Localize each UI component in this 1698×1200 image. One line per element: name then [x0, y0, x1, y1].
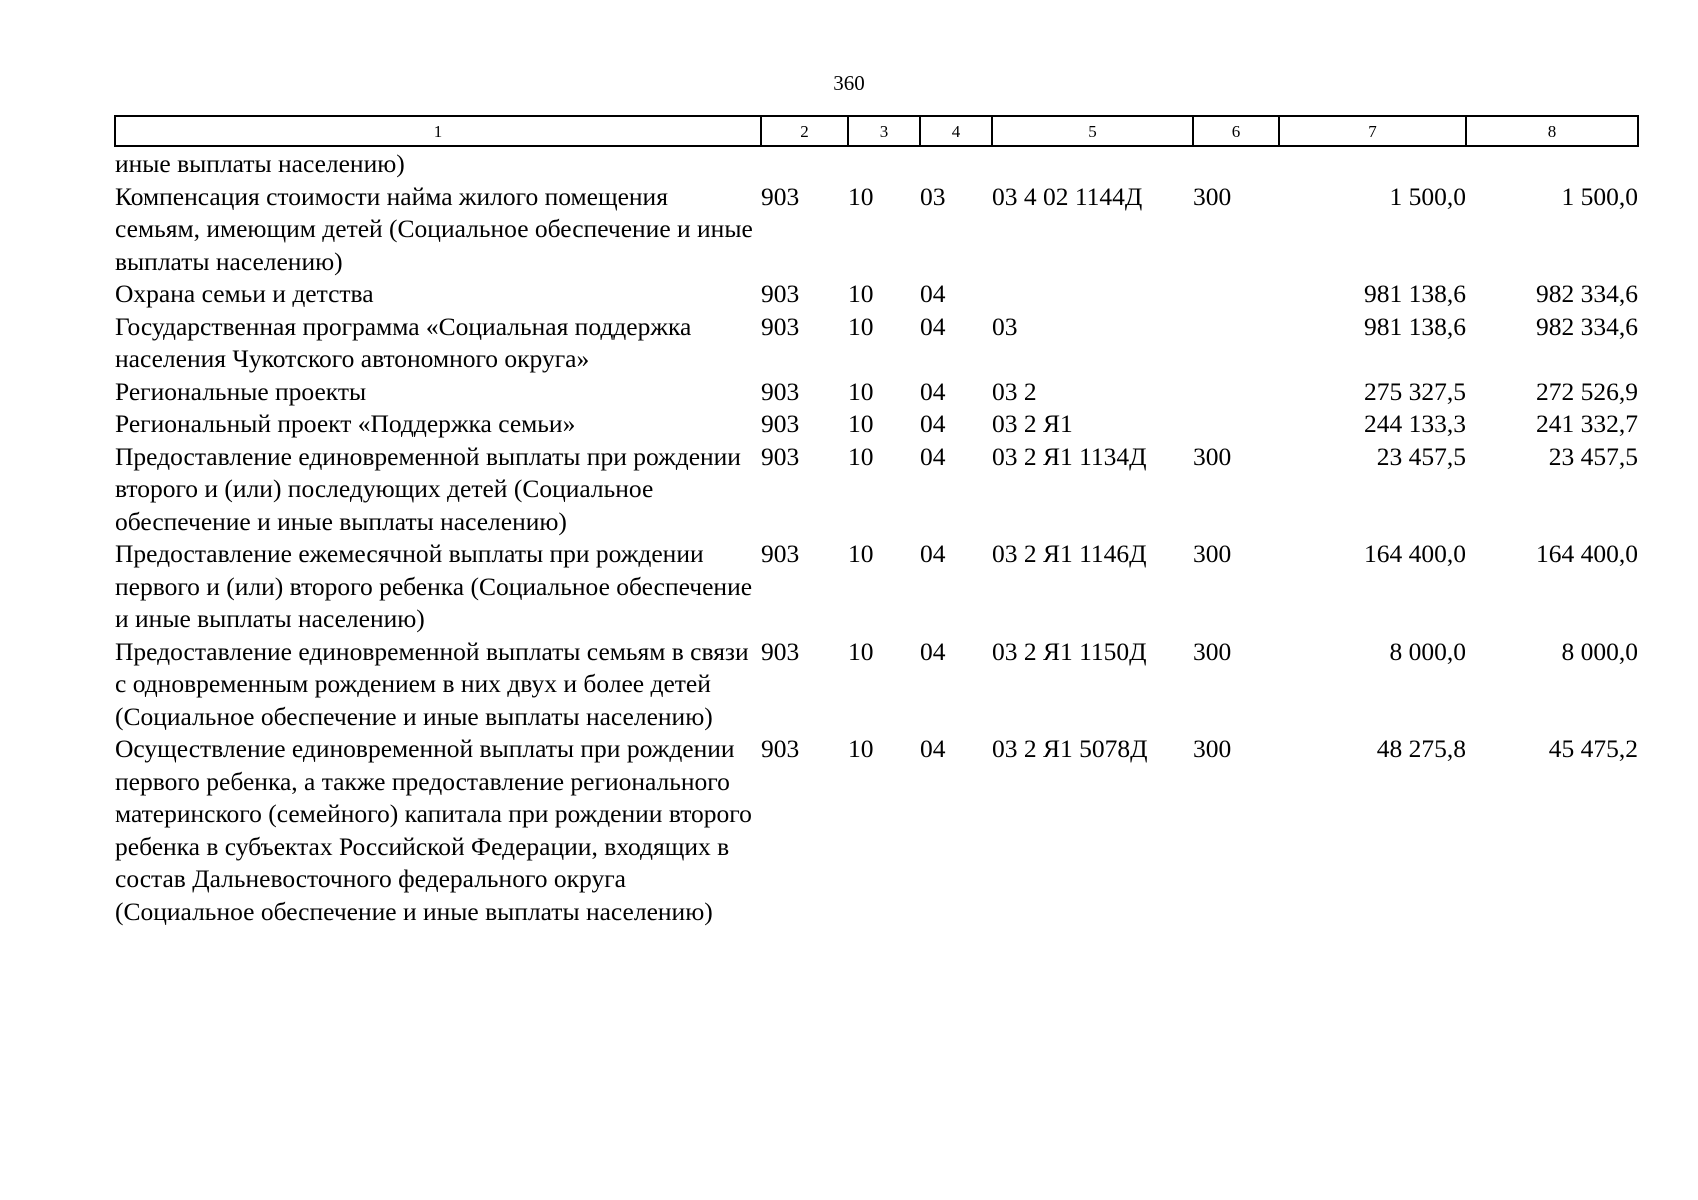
cell-amount-year-2: 23 457,5: [1548, 441, 1638, 471]
cell-amount-year-2: 164 400,0: [1536, 539, 1638, 568]
cell-amount-year-1: 981 138,6: [1364, 279, 1466, 308]
cell-ministry-code: 903: [761, 636, 800, 666]
cell-ministry-code: 903: [761, 409, 800, 438]
cell-subsection: [920, 146, 992, 181]
cell-target-article: 03: [992, 311, 1018, 341]
cell-ministry-code: [761, 146, 848, 181]
cell-target-article: 03 2 Я1 1146Д: [992, 539, 1147, 568]
page-number: 360: [833, 71, 865, 95]
cell-amount-year-2: 8 000,0: [1561, 636, 1638, 666]
cell-subsection: 04: [920, 539, 946, 568]
cell-target-article: 03 2 Я1 1134Д: [992, 441, 1147, 471]
cell-ministry-code: 903: [761, 279, 800, 308]
row-description: Компенсация стоимости найма жилого помещения семьям, имеющим детей (Социальное обеспечение и иные выплаты населению): [115, 181, 753, 276]
cell-expense-type: [1193, 146, 1279, 181]
cell-ministry-code: 903: [761, 376, 800, 406]
cell-amount-year-2: 982 334,6: [1536, 279, 1638, 308]
budget-table: [114, 115, 1639, 928]
table-row: [115, 408, 1638, 441]
cell-section: [848, 146, 920, 181]
column-header-2: 2: [761, 116, 848, 146]
cell-subsection: 04: [920, 441, 946, 471]
column-header-3: 3: [848, 116, 920, 146]
row-description: Региональные проекты: [115, 376, 367, 406]
cell-expense-type: [1193, 408, 1279, 441]
cell-section: 10: [848, 181, 874, 211]
row-description: Государственная программа «Социальная поддержка населения Чукотского автономного округа»: [115, 311, 692, 373]
cell-target-article: 03 2 Я1: [992, 409, 1073, 438]
row-description: Осуществление единовременной выплаты при рождении первого ребенка, а также предоставление регионального материнского (семейного) капитала при рождении второго ребенка в субъектах Российской Федерации, входящих в состав Дальневосточного федерального округа (Социальное обеспечение и иные выплаты населению): [115, 734, 752, 926]
table-row: [115, 311, 1638, 376]
cell-subsection: 04: [920, 376, 946, 406]
column-header-1: 1: [115, 116, 761, 146]
cell-target-article: 03 2 Я1 5078Д: [992, 734, 1148, 763]
cell-amount-year-2: 272 526,9: [1536, 376, 1638, 406]
cell-subsection: 04: [920, 409, 946, 438]
header-row: [115, 116, 1638, 146]
column-number-header: [115, 116, 1638, 146]
cell-amount-year-2: 982 334,6: [1536, 311, 1638, 341]
cell-amount-year-1: 48 275,8: [1376, 734, 1466, 763]
cell-section: 10: [848, 636, 874, 666]
table-row: [115, 733, 1638, 928]
cell-amount-year-1: 1 500,0: [1389, 181, 1466, 211]
cell-amount-year-1: 8 000,0: [1389, 636, 1466, 666]
cell-amount-year-2: 45 475,2: [1548, 734, 1638, 763]
cell-amount-year-1: 23 457,5: [1376, 441, 1466, 471]
row-description: Предоставление ежемесячной выплаты при рождении первого и (или) второго ребенка (Социальное обеспечение и иные выплаты населению): [115, 539, 753, 633]
cell-expense-type: 300: [1193, 636, 1232, 666]
cell-target-article: [992, 278, 1193, 311]
cell-expense-type: 300: [1193, 539, 1232, 568]
table-row: [115, 376, 1638, 409]
cell-target-article: [992, 146, 1193, 181]
cell-section: 10: [848, 279, 874, 308]
cell-subsection: 03: [920, 181, 946, 211]
cell-ministry-code: 903: [761, 441, 800, 471]
cell-ministry-code: 903: [761, 311, 800, 341]
cell-amount-year-1: 244 133,3: [1364, 409, 1466, 438]
cell-amount-year-2: [1466, 146, 1638, 181]
column-header-7: 7: [1279, 116, 1466, 146]
column-header-5: 5: [992, 116, 1193, 146]
cell-amount-year-2: 241 332,7: [1536, 409, 1638, 438]
cell-amount-year-1: 981 138,6: [1364, 311, 1466, 341]
cell-amount-year-2: 1 500,0: [1561, 181, 1638, 211]
column-header-4: 4: [920, 116, 992, 146]
table-row: [115, 538, 1638, 636]
cell-target-article: 03 2: [992, 376, 1037, 406]
cell-section: 10: [848, 734, 874, 763]
cell-subsection: 04: [920, 279, 946, 308]
cell-section: 10: [848, 376, 874, 406]
cell-section: 10: [848, 539, 874, 568]
cell-amount-year-1: [1279, 146, 1466, 181]
table-row: [115, 278, 1638, 311]
cell-expense-type: 300: [1193, 734, 1232, 763]
cell-ministry-code: 903: [761, 181, 800, 211]
column-header-6: 6: [1193, 116, 1279, 146]
cell-target-article: 03 2 Я1 1150Д: [992, 636, 1147, 666]
table-row: [115, 146, 1638, 181]
cell-subsection: 04: [920, 636, 946, 666]
cell-amount-year-1: 164 400,0: [1364, 539, 1466, 568]
table-row: [115, 441, 1638, 539]
cell-expense-type: [1193, 376, 1279, 409]
cell-expense-type: [1193, 311, 1279, 376]
row-description: Предоставление единовременной выплаты при рождении второго и (или) последующих детей (Социальное обеспечение и иные выплаты населению): [115, 441, 741, 536]
cell-ministry-code: 903: [761, 539, 800, 568]
table-body: [115, 146, 1638, 928]
table-row: [115, 181, 1638, 279]
row-description: Предоставление единовременной выплаты семьям в связи с одновременным рождением в них двух и более детей (Социальное обеспечение и иные выплаты населению): [115, 636, 749, 731]
row-description: Региональный проект «Поддержка семьи»: [115, 409, 576, 438]
cell-subsection: 04: [920, 311, 946, 341]
row-description: иные выплаты населению): [115, 149, 405, 178]
cell-section: 10: [848, 409, 874, 438]
cell-subsection: 04: [920, 734, 946, 763]
table-row: [115, 636, 1638, 734]
cell-section: 10: [848, 311, 874, 341]
cell-section: 10: [848, 441, 874, 471]
row-description: Охрана семьи и детства: [115, 279, 374, 308]
cell-target-article: 03 4 02 1144Д: [992, 181, 1143, 211]
cell-expense-type: 300: [1193, 181, 1232, 211]
cell-expense-type: 300: [1193, 441, 1232, 471]
cell-amount-year-1: 275 327,5: [1364, 376, 1466, 406]
cell-ministry-code: 903: [761, 734, 800, 763]
cell-expense-type: [1193, 278, 1279, 311]
column-header-8: 8: [1466, 116, 1638, 146]
